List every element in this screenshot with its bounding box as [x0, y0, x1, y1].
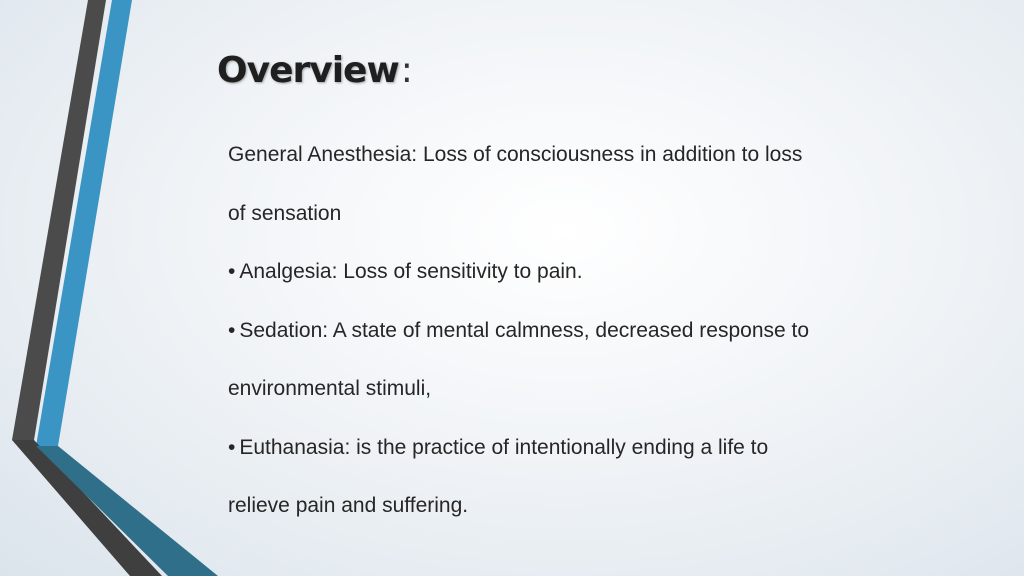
lower-dark-stripe	[12, 440, 162, 576]
content-body	[228, 126, 928, 536]
content-line	[228, 126, 928, 185]
title-colon: :	[400, 50, 412, 91]
line-text: Euthanasia: is the practice of intentionally ending a life to	[239, 435, 769, 459]
line-text: of sensation	[228, 201, 342, 225]
bullet-item-euthanasia	[228, 419, 928, 478]
bullet-marker: •	[228, 435, 236, 459]
title-text: Overview	[217, 50, 399, 91]
bullet-item-analgesia	[228, 243, 928, 302]
line-text: environmental stimuli,	[228, 377, 432, 400]
bullet-marker: •	[228, 318, 236, 342]
bullet-item-sedation	[228, 302, 928, 361]
content-line	[228, 185, 928, 244]
content-line	[228, 360, 928, 419]
line-text: relieve pain and suffering.	[228, 494, 469, 517]
line-text: Sedation: A state of mental calmness, decreased response to	[239, 318, 810, 342]
page-title	[217, 50, 412, 91]
bullet-marker: •	[228, 260, 236, 283]
line-text: Analgesia: Loss of sensitivity to pain.	[239, 260, 583, 283]
content-line	[228, 477, 928, 536]
line-text: General Anesthesia: Loss of consciousness in addition to loss	[228, 143, 803, 166]
